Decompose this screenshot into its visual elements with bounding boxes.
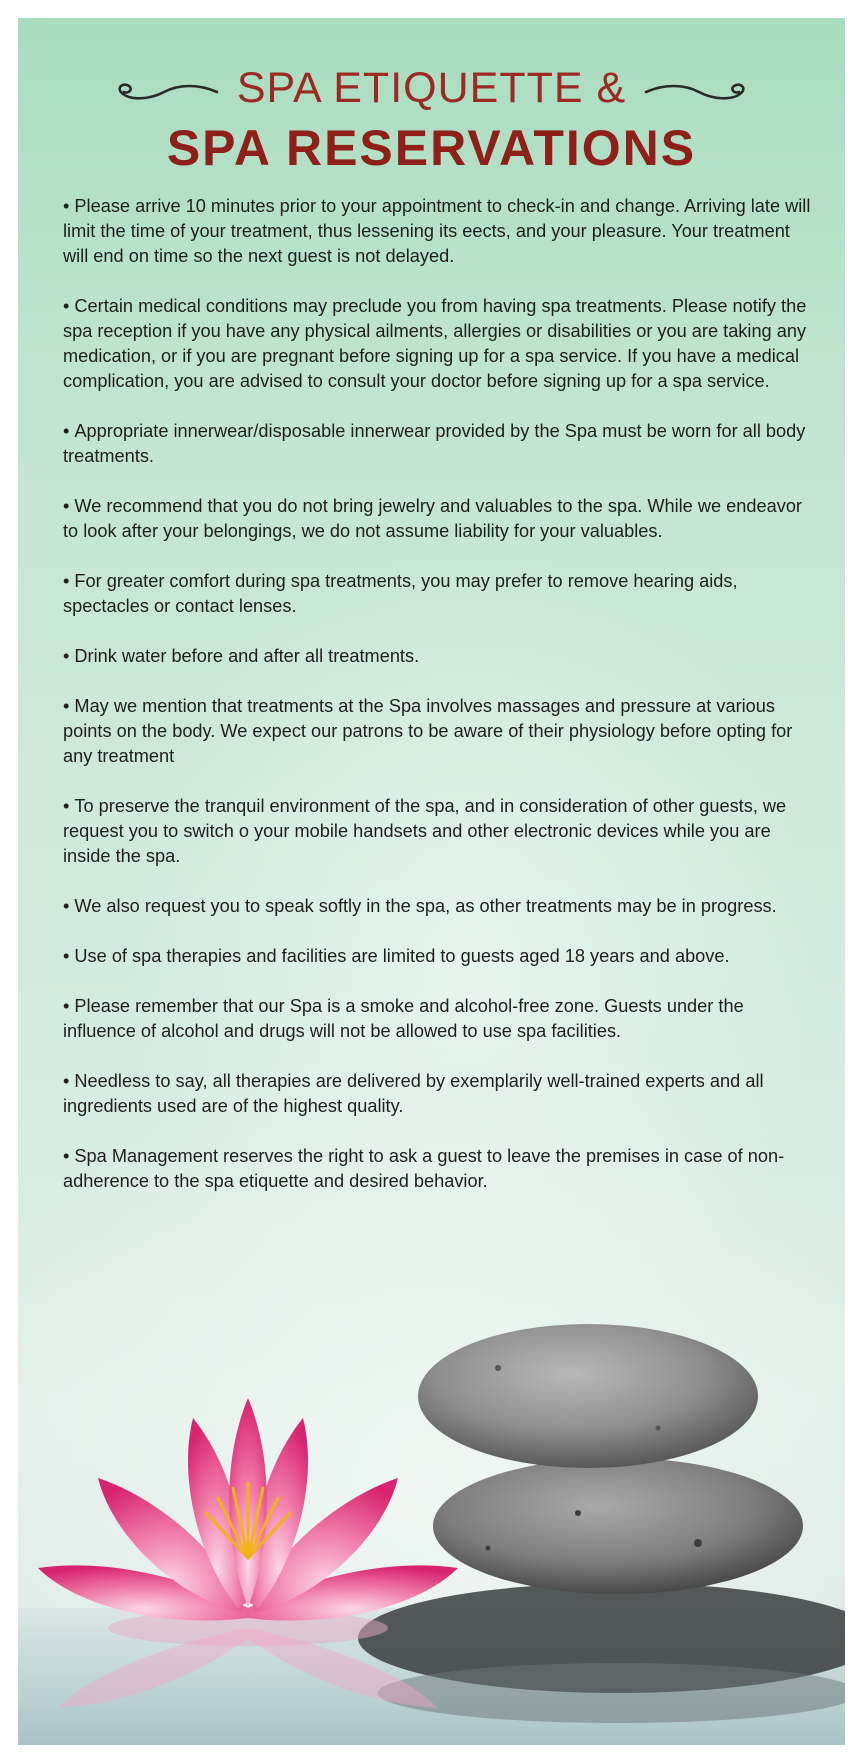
- page-title-line-2: SPA RESERVATIONS: [166, 120, 697, 176]
- rule-item: • To preserve the tranquil environment of the spa, and in consideration of other guests, we request you to switch o your mobile handsets and other electronic devices while you are inside the spa.: [63, 794, 818, 869]
- rule-item: • Drink water before and after all treatments.: [63, 644, 818, 669]
- right-flourish-icon: [644, 80, 754, 104]
- rule-item: • May we mention that treatments at the Spa involves massages and pressure at various points on the body. We expect our patrons to be aware of their physiology before opting for any treatment: [63, 694, 818, 769]
- rule-item: • Spa Management reserves the right to ask a guest to leave the premises in case of non-adherence to the spa etiquette and desired behavior.: [63, 1144, 818, 1194]
- page-title-line-1: SPA ETIQUETTE &: [236, 64, 627, 112]
- title-line-1-wrap: [237, 62, 626, 114]
- spa-illustration: [18, 1308, 845, 1745]
- rule-item: • Please remember that our Spa is a smoke and alcohol-free zone. Guests under the influence of alcohol and drugs will not be allowed to use spa facilities.: [63, 994, 818, 1044]
- rule-item: • Appropriate innerwear/disposable innerwear provided by the Spa must be worn for all body treatments.: [63, 419, 818, 469]
- rule-item: • Certain medical conditions may preclude you from having spa treatments. Please notify the spa reception if you have any physical ailments, allergies or disabilities or you are taking any medication, or if you are pregnant before signing up for a spa service. If you have a medical complication, you are advised to consult your doctor before signing up for a spa service.: [63, 294, 818, 394]
- rule-item: • We also request you to speak softly in the spa, as other treatments may be in progress.: [63, 894, 818, 919]
- stone-reflection: [378, 1663, 845, 1723]
- spa-stones-icon: [418, 1324, 803, 1594]
- rule-item: • Use of spa therapies and facilities are limited to guests aged 18 years and above.: [63, 944, 818, 969]
- rule-item: • Please arrive 10 minutes prior to your appointment to check-in and change. Arriving late will limit the time of your treatment, thus lessening its eects, and your pleasure. Your treatment will end on time so the next guest is not delayed.: [63, 194, 818, 269]
- etiquette-rules-list: [63, 194, 818, 1219]
- left-flourish-icon: [109, 80, 219, 104]
- rule-item: • For greater comfort during spa treatments, you may prefer to remove hearing aids, spectacles or contact lenses.: [63, 569, 818, 619]
- title-block: [18, 62, 845, 180]
- rule-item: • Needless to say, all therapies are delivered by exemplarily well-trained experts and all ingredients used are of the highest quality.: [63, 1069, 818, 1119]
- rule-item: • We recommend that you do not bring jewelry and valuables to the spa. While we endeavor to look after your belongings, we do not assume liability for your valuables.: [63, 494, 818, 544]
- etiquette-panel: [18, 18, 845, 1745]
